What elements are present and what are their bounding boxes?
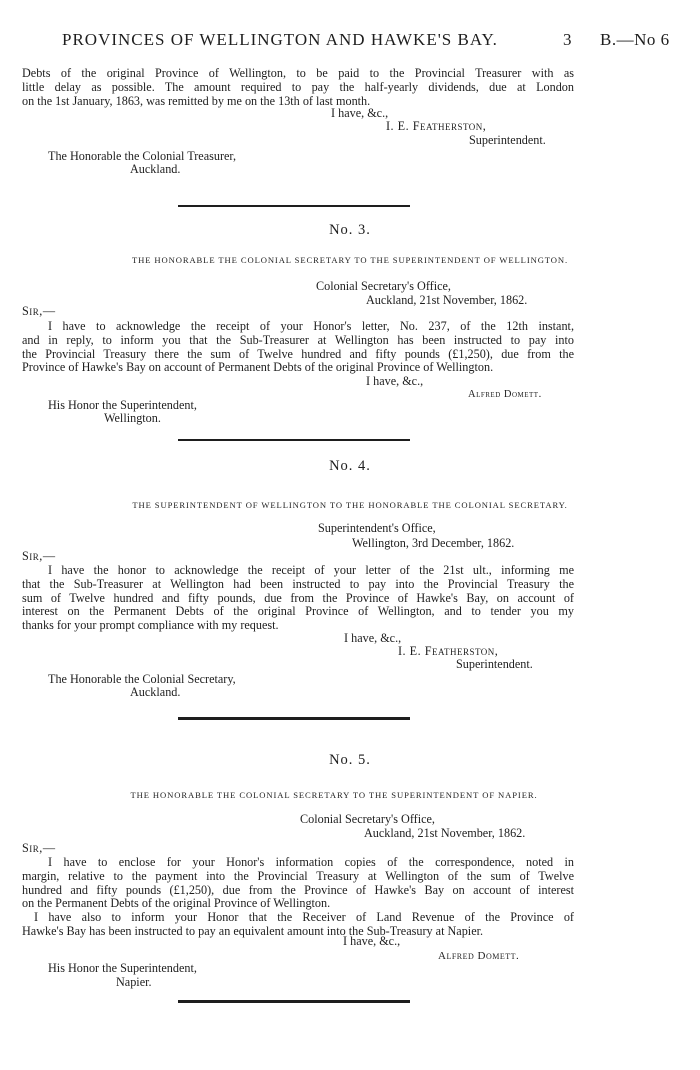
body-line: I have also to inform your Honor that the Receiver of Land Revenue of the Province of — [34, 910, 574, 925]
body-line: that the Sub-Treasurer at Wellington had been instructed to pay into the Provincial Treasury the — [22, 576, 574, 591]
letter2-signatory: I. E. Featherston, — [386, 119, 487, 133]
letter4-closing: I have, &c., — [344, 631, 402, 645]
body-line: thanks for your prompt compliance with my request. — [22, 618, 279, 633]
letter5-salutation: Sir,— — [22, 841, 56, 855]
letter2-body — [22, 67, 574, 108]
letter5-place-date: Auckland, 21st November, 1862. — [364, 826, 526, 840]
letter3-closing: I have, &c., — [366, 374, 424, 388]
body-line: and in reply, to inform you that the Sub-Treasurer at Wellington has been instructed to pay into — [22, 332, 574, 347]
letter4-addressee: The Honorable the Colonial Secretary, — [48, 672, 236, 686]
document-reference: B.—No 6 — [600, 30, 670, 49]
section-divider — [178, 717, 410, 720]
letter4-salutation: Sir,— — [22, 549, 56, 563]
body-line: I have to enclose for your Honor's information copies of the correspondence, noted in — [48, 855, 574, 869]
body-line: hundred and fifty pounds (£1,250), due from the Province of Hawke's Bay on account of interest — [22, 882, 574, 897]
letter2-closing: I have, &c., — [331, 106, 389, 120]
letter3-route: THE HONORABLE THE COLONIAL SECRETARY TO THE SUPERINTENDENT OF WELLINGTON. — [131, 255, 569, 265]
letter3-addressee: His Honor the Superintendent, — [48, 398, 197, 412]
letter5-number: No. 5. — [329, 752, 371, 768]
page-header-title: PROVINCES OF WELLINGTON AND HAWKE'S BAY. — [62, 30, 498, 49]
letter5-body — [22, 856, 574, 939]
body-line: the Provincial Treasury there the sum of Twelve hundred and fifty pounds (£1,250), due from the — [22, 346, 574, 361]
body-line: little delay as possible. The amount required to pay the half-yearly dividends, due at London — [22, 79, 574, 94]
body-line: on the Permanent Debts of the original Province of Wellington. — [22, 896, 331, 911]
letter5-addressee: His Honor the Superintendent, — [48, 961, 197, 975]
letter5-closing: I have, &c., — [343, 934, 401, 948]
letter3-body — [22, 320, 574, 375]
section-divider — [178, 1000, 410, 1003]
section-divider — [178, 439, 410, 441]
body-line: Province of Hawke's Bay on account of Permanent Debts of the original Province of Wellington. — [22, 360, 494, 375]
letter4-number: No. 4. — [329, 458, 371, 474]
letter4-signatory-title: Superintendent. — [456, 657, 533, 671]
letter2-addressee-place: Auckland. — [130, 162, 181, 176]
body-line: interest on the Permanent Debts of the original Province of Wellington, and to tender you my — [22, 604, 574, 619]
letter4-route: THE SUPERINTENDENT OF WELLINGTON TO THE HONORABLE THE COLONIAL SECRETARY. — [132, 500, 568, 510]
letter4-addressee-place: Auckland. — [130, 685, 181, 699]
letter5-signatory: Alfred Domett. — [438, 950, 520, 962]
letter2-addressee: The Honorable the Colonial Treasurer, — [48, 149, 237, 163]
body-line: sum of Twelve hundred and fifty pounds, due from the Province of Hawke's Bay, on account of — [22, 590, 574, 605]
letter4-signatory: I. E. Featherston, — [398, 644, 499, 658]
letter5-office: Colonial Secretary's Office, — [300, 812, 435, 826]
letter2-signatory-title: Superintendent. — [469, 133, 546, 147]
letter5-addressee-place: Napier. — [116, 975, 152, 989]
body-line: Hawke's Bay has been instructed to pay an equivalent amount into the Sub-Treasury at Napier. — [22, 923, 484, 938]
letter3-addressee-place: Wellington. — [104, 411, 161, 425]
body-line: on the 1st January, 1863, was remitted by me on the 13th of last month. — [22, 93, 371, 108]
letter3-signatory: Alfred Domett. — [468, 389, 542, 400]
letter5-route: THE HONORABLE THE COLONIAL SECRETARY TO THE SUPERINTENDENT OF NAPIER. — [130, 790, 538, 800]
page-number: 3 — [563, 30, 573, 49]
letter4-office: Superintendent's Office, — [318, 521, 436, 535]
letter3-salutation: Sir,— — [22, 304, 56, 318]
letter3-number: No. 3. — [329, 222, 371, 238]
section-divider — [178, 205, 410, 207]
letter4-place-date: Wellington, 3rd December, 1862. — [352, 536, 515, 550]
body-line: Debts of the original Province of Wellington, to be paid to the Provincial Treasurer with as — [22, 66, 574, 80]
letter3-place-date: Auckland, 21st November, 1862. — [366, 293, 528, 307]
body-line: I have the honor to acknowledge the receipt of your letter of the 21st ult., informing me — [48, 563, 574, 577]
body-line: I have to acknowledge the receipt of your Honor's letter, No. 237, of the 12th instant, — [48, 319, 574, 333]
letter4-body — [22, 564, 574, 633]
letter3-office: Colonial Secretary's Office, — [316, 279, 451, 293]
body-line: margin, relative to the payment into the Provincial Treasury at Wellington of the sum of Twelve — [22, 868, 574, 883]
